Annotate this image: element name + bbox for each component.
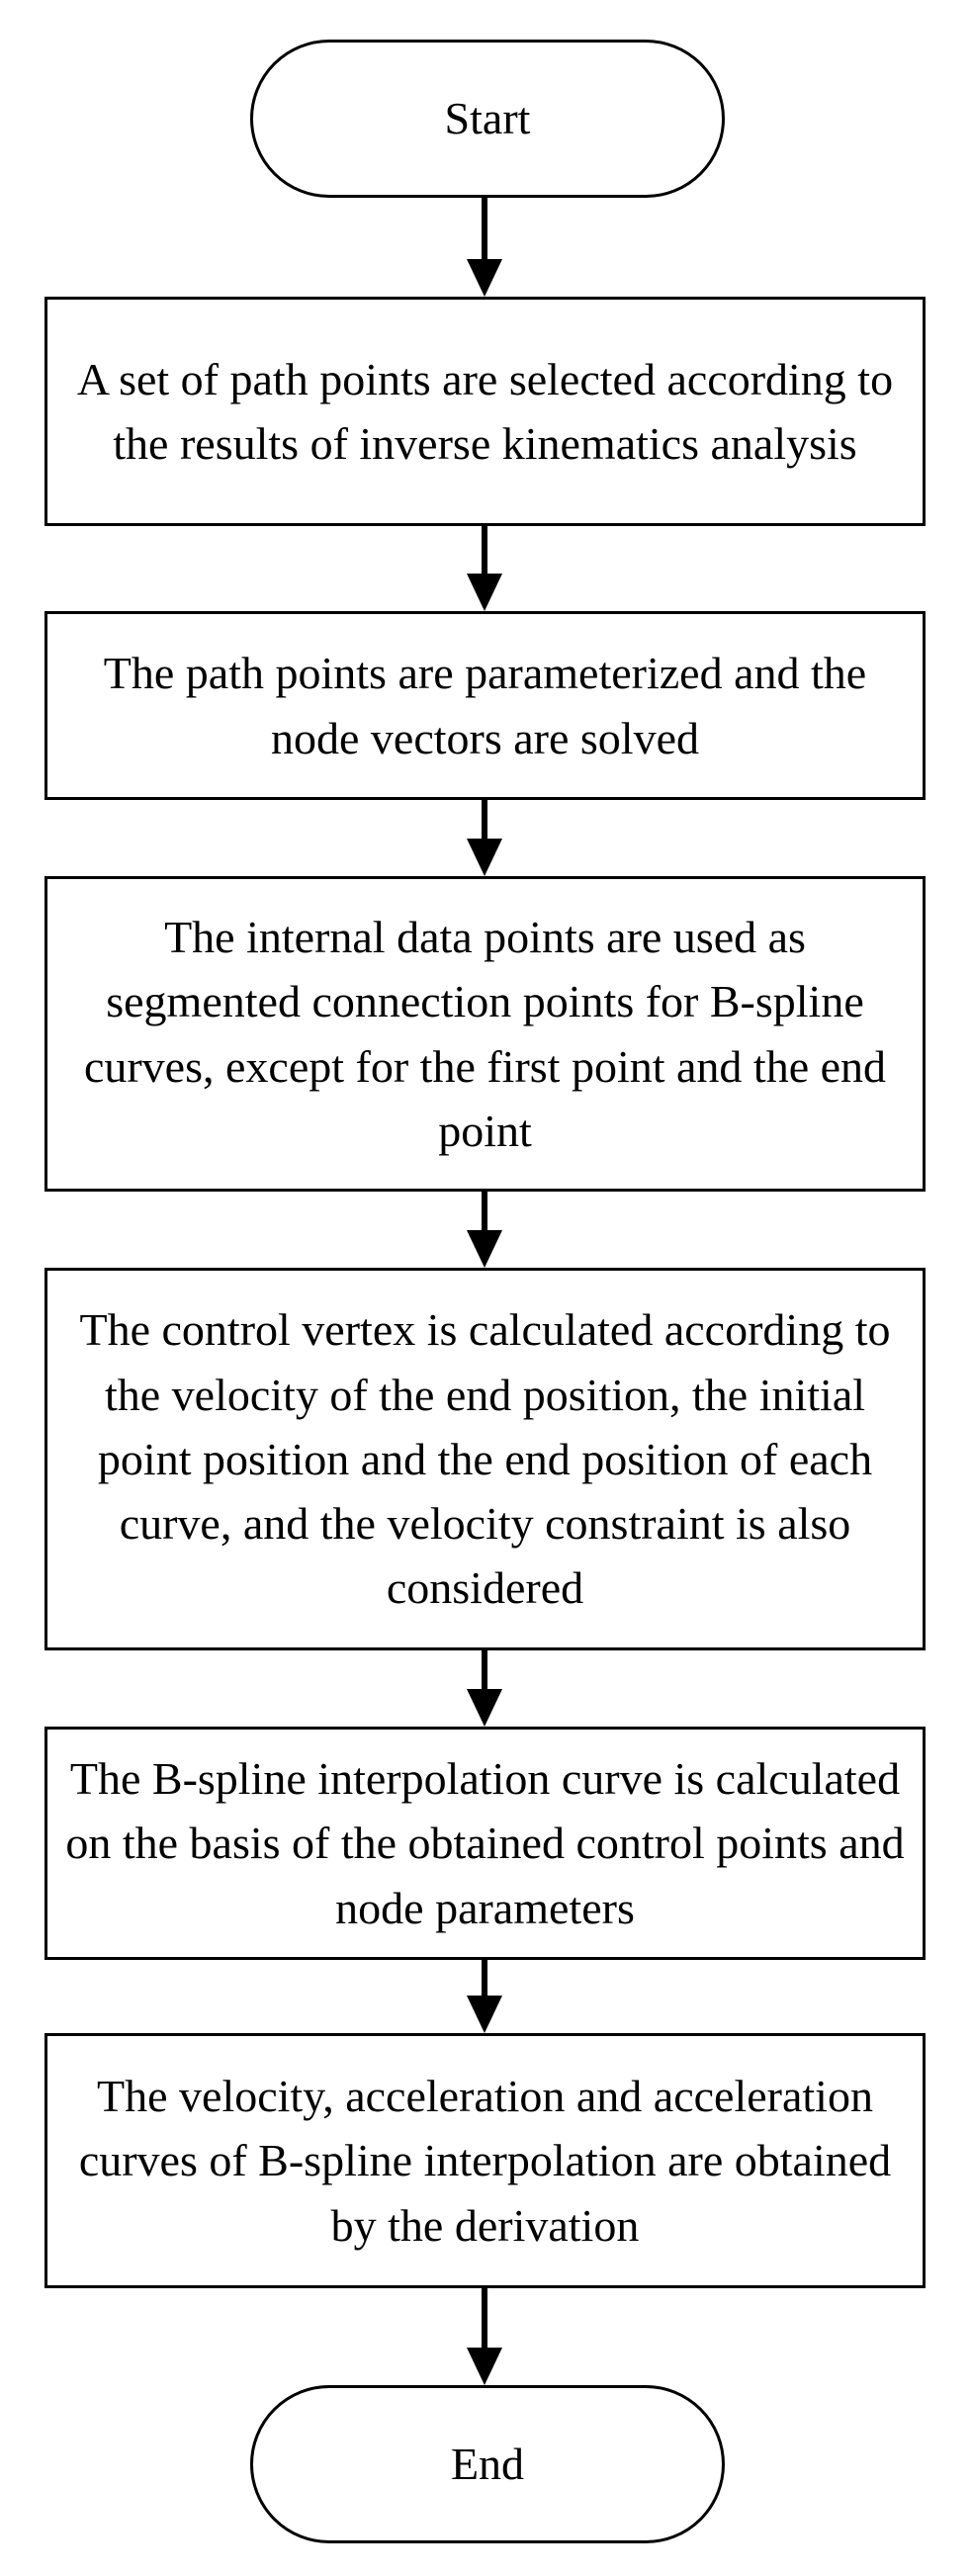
step-3-text: The internal data points are used as segmented connection points for B-spline curves, except for the first point and the end point (83, 911, 887, 1156)
step-6-text: The velocity, acceleration and acceleration curves of B-spline interpolation are obtained by the derivation (78, 2071, 892, 2251)
start-node (250, 40, 725, 198)
arrow-step-6-to-end (467, 2286, 502, 2385)
arrow-start-to-step-1 (467, 196, 502, 297)
arrow-step-3-to-step-4 (467, 1190, 502, 1268)
step-5-box (44, 1727, 926, 1960)
arrow-step-2-to-step-3 (467, 798, 502, 876)
end-node (250, 2385, 725, 2543)
step-4-box (44, 1268, 926, 1650)
arrow-step-5-to-step-6 (467, 1958, 502, 2033)
arrow-step-1-to-step-2 (467, 524, 502, 611)
step-6-box (44, 2033, 926, 2288)
step-1-box (44, 297, 926, 526)
step-2-box (44, 611, 926, 800)
step-4-text: The control vertex is calculated according to the velocity of the end position, the initial point position and the end position of each curve, and the velocity constraint is also considered (79, 1304, 891, 1614)
arrow-step-4-to-step-5 (467, 1648, 502, 1727)
end-label: End (450, 2439, 525, 2490)
step-5-text: The B-spline interpolation curve is calculated on the basis of the obtained control points and node parameters (65, 1753, 905, 1933)
step-2-text: The path points are parameterized and the node vectors are solved (103, 648, 867, 763)
step-3-box (44, 876, 926, 1192)
step-1-text: A set of path points are selected according to the results of inverse kinematics analysis (76, 353, 894, 469)
start-label: Start (444, 93, 531, 144)
